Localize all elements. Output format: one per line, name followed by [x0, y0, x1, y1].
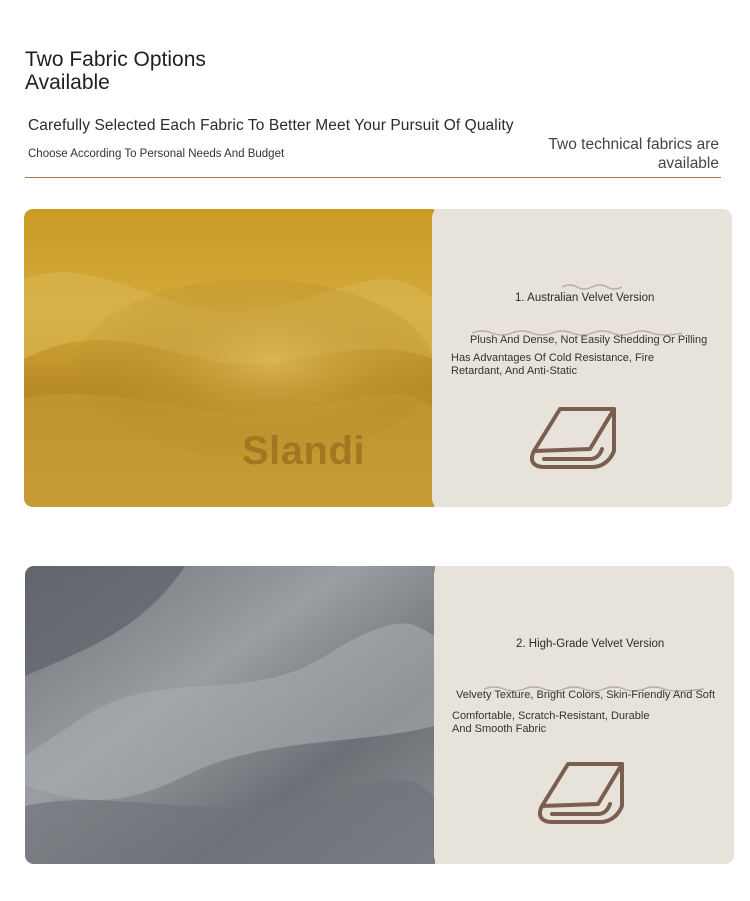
subtitle: Choose According To Personal Needs And Budget: [28, 148, 285, 160]
scribble-decoration: [562, 283, 622, 291]
fabric-option-card-2: [25, 566, 734, 864]
option-feature-2: Has Advantages Of Cold Resistance, Fire Retardant, And Anti-Static: [451, 352, 654, 377]
australian-velvet-photo: [24, 209, 434, 507]
brand-watermark: Slandi: [242, 429, 366, 473]
fabric-info-panel: [432, 209, 732, 507]
option-title: 1. Australian Velvet Version: [515, 292, 655, 304]
folded-fabric-icon: [530, 401, 620, 471]
page-title: Two Fabric Options Available: [25, 48, 206, 94]
fabric-option-card-1: [24, 209, 732, 507]
tagline: Carefully Selected Each Fabric To Better Meet Your Pursuit Of Quality: [28, 117, 514, 134]
high-grade-velvet-photo: [25, 566, 435, 864]
option-feature-2: Comfortable, Scratch-Resistant, Durable And Smooth Fabric: [452, 710, 650, 735]
fabric-info-panel: [434, 566, 734, 864]
option-feature-1: Velvety Texture, Bright Colors, Skin-Friendly And Soft: [456, 689, 716, 701]
option-title: 2. High-Grade Velvet Version: [516, 638, 665, 650]
header-divider: [25, 177, 721, 178]
option-feature-1: Plush And Dense, Not Easily Shedding Or Pilling: [470, 334, 708, 346]
fabric-count-note: Two technical fabrics are available: [548, 136, 719, 172]
folded-fabric-icon: [538, 756, 628, 826]
